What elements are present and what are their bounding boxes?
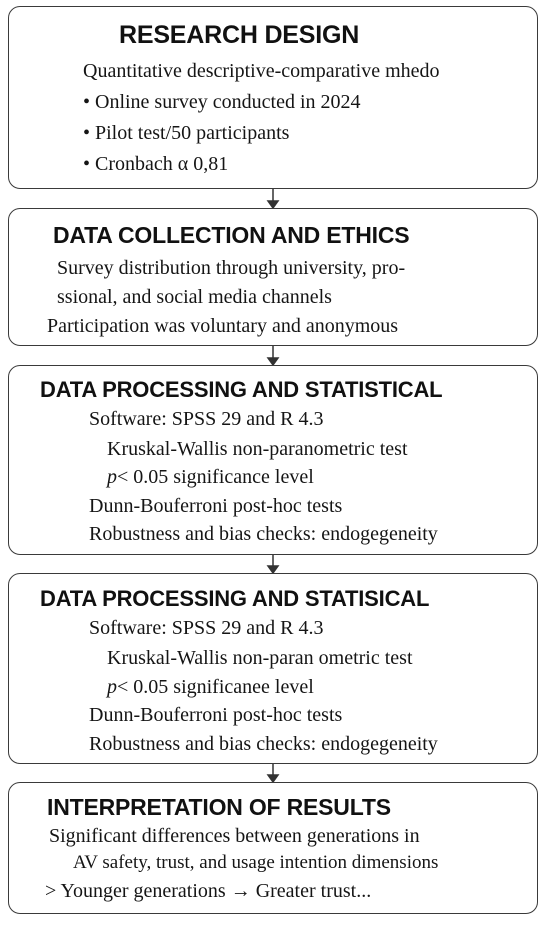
box-title: RESEARCH DESIGN: [119, 21, 360, 49]
research-design-box: [8, 6, 538, 189]
box-line: • Online survey conducted in 2024: [83, 91, 361, 113]
p-symbol: p: [107, 676, 117, 698]
box-line: Software: SPSS 29 and R 4.3: [89, 617, 324, 639]
arrowhead-4: [268, 775, 278, 782]
box-line: AV safety, trust, and usage intention dimensions: [73, 852, 439, 873]
box-line: > Younger generations → Greater trust...: [45, 880, 372, 902]
significance-text: < 0.05 significance level: [117, 466, 314, 488]
box-line: Kruskal-Wallis non-paranometric test: [107, 438, 408, 460]
box-line: Robustness and bias checks: endogegeneity: [89, 523, 438, 545]
box-title: DATA COLLECTION AND ETHICS: [53, 222, 410, 248]
box-line: • Cronbach α 0,81: [83, 153, 229, 175]
box-line: Significant differences between generations in: [49, 825, 420, 847]
box-line: ssional, and social media channels: [57, 286, 332, 308]
box-title: DATA PROCESSING AND STATISICAL: [40, 586, 430, 611]
box-line: Survey distribution through university, pro-: [57, 257, 406, 279]
box-line: Dunn-Bouferroni post-hoc tests: [89, 704, 343, 726]
data-processing-box-1: [8, 365, 538, 555]
significance-text: < 0.05 significanee level: [117, 676, 314, 698]
significance-line: [107, 676, 314, 699]
box-title: INTERPRETATION OF RESULTS: [47, 794, 391, 820]
box-line: Quantitative descriptive-comparative mhedo: [83, 60, 440, 82]
data-collection-box: [8, 208, 538, 346]
box-line: Software: SPSS 29 and R 4.3: [89, 408, 324, 430]
arrowhead-3: [268, 566, 278, 573]
box-line: Participation was voluntary and anonymous: [47, 315, 399, 337]
box-line: • Pilot test/50 participants: [83, 122, 290, 144]
box-title: DATA PROCESSING AND STATISTICAL: [40, 377, 443, 402]
p-symbol: p: [107, 466, 117, 488]
arrowhead-1: [268, 201, 278, 208]
box-line: Kruskal-Wallis non-paran ometric test: [107, 647, 413, 669]
significance-line: [107, 466, 314, 489]
box-line: Robustness and bias checks: endogegeneity: [89, 733, 438, 755]
interpretation-box: [8, 782, 538, 914]
box-line: Dunn-Bouferroni post-hoc tests: [89, 495, 343, 517]
data-processing-box-2: [8, 573, 538, 764]
arrowhead-2: [268, 358, 278, 365]
